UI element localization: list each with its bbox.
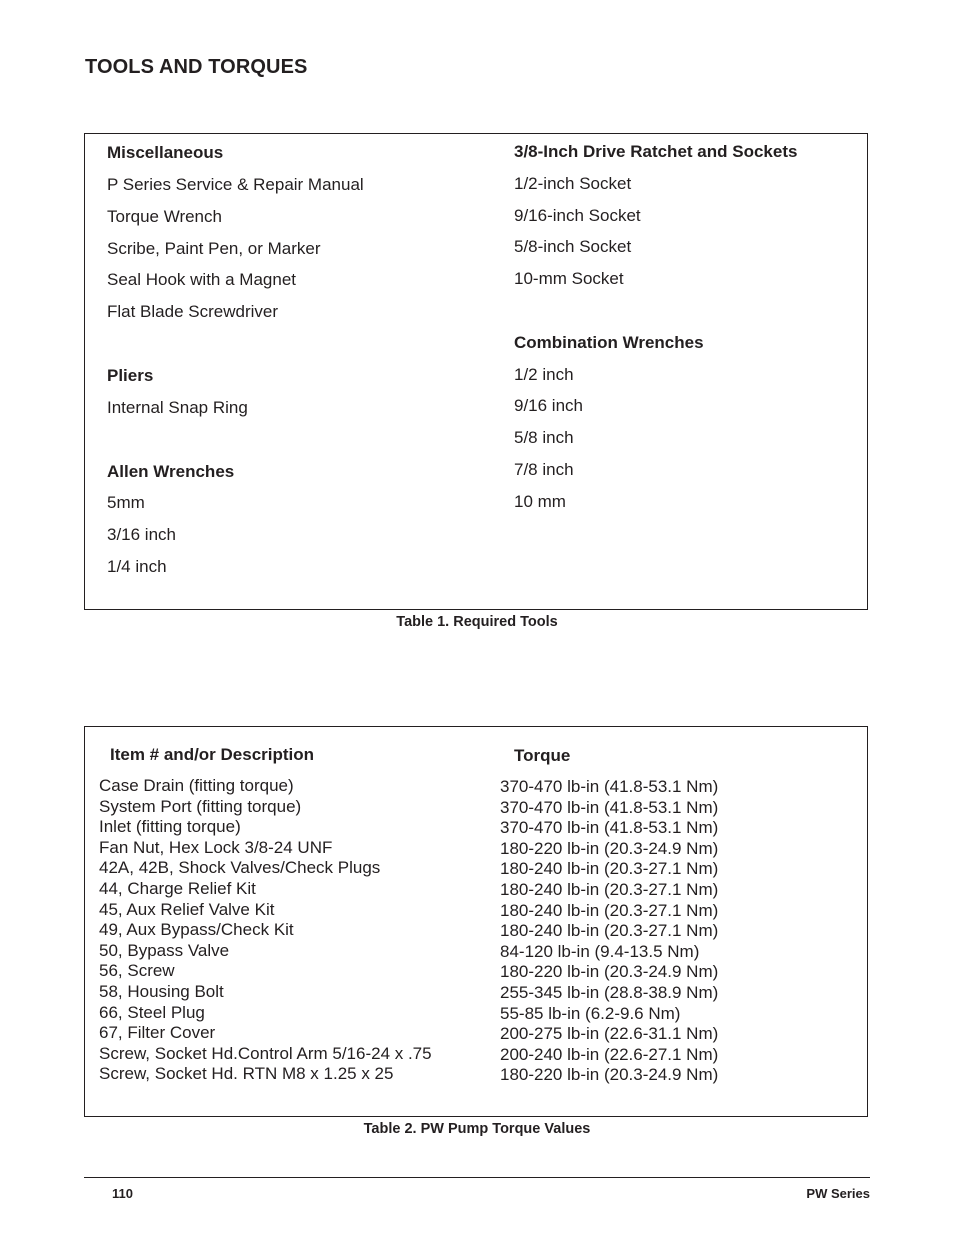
tool-item: Seal Hook with a Magnet [107,270,296,290]
torque-value: 370-470 lb-in (41.8-53.1 Nm) [500,777,719,796]
description-header: Item # and/or Description [110,745,315,764]
torque-item-description: 44, Charge Relief Kit [99,878,256,898]
torque-item-description: 42A, 42B, Shock Valves/Check Plugs [99,858,381,878]
torque-value: 180-240 lb-in (20.3-27.1 Nm) [500,859,719,879]
torque-header: Torque [514,746,571,765]
table1-caption: Table 1. Required Tools [396,614,558,630]
torque-item-description: Screw, Socket Hd.Control Arm 5/16-24 x .75 [99,1043,432,1063]
torque-item-description: Inlet (fitting torque) [99,817,241,837]
tool-item: 1/4 inch [107,557,167,577]
tool-group-heading: Allen Wrenches [107,461,235,481]
required-tools-table [84,133,868,610]
torque-item-description: System Port (fitting torque) [99,796,302,816]
description-column [99,776,432,1085]
tool-group-heading: 3/8-Inch Drive Ratchet and Sockets [514,142,798,161]
torque-item-description: 49, Aux Bypass/Check Kit [99,920,294,940]
series-name: PW Series [806,1186,870,1201]
torque-item-description: Screw, Socket Hd. RTN M8 x 1.25 x 25 [99,1064,394,1084]
torque-item-description: Case Drain (fitting torque) [99,776,294,795]
tool-item: Internal Snap Ring [107,397,248,417]
tool-item: 9/16 inch [514,396,583,416]
torque-item-description: 66, Steel Plug [99,1002,205,1022]
torque-value: 55-85 lb-in (6.2-9.6 Nm) [500,1003,681,1023]
page-title: TOOLS AND TORQUES [85,56,308,78]
torque-value: 370-470 lb-in (41.8-53.1 Nm) [500,797,719,817]
tool-item: Scribe, Paint Pen, or Marker [107,238,321,258]
torque-value: 180-240 lb-in (20.3-27.1 Nm) [500,921,719,941]
tool-item: 10-mm Socket [514,269,624,289]
torque-value: 84-120 lb-in (9.4-13.5 Nm) [500,941,700,961]
page-number: 110 [112,1186,133,1201]
torque-item-description: 56, Screw [99,961,175,981]
torque-value: 200-240 lb-in (22.6-27.1 Nm) [500,1044,719,1064]
tool-item: 5mm [107,493,145,513]
torque-value: 180-220 lb-in (20.3-24.9 Nm) [500,838,719,858]
tool-item: 7/8 inch [514,460,574,479]
tool-item: 5/8 inch [514,428,574,448]
torque-item-description: 58, Housing Bolt [99,981,224,1001]
torque-value: 255-345 lb-in (28.8-38.9 Nm) [500,982,719,1002]
torque-value: 180-240 lb-in (20.3-27.1 Nm) [500,900,719,920]
torque-item-description: Fan Nut, Hex Lock 3/8-24 UNF [99,837,333,857]
tool-item: 10 mm [514,491,566,511]
torque-item-description: 45, Aux Relief Valve Kit [99,899,275,919]
torque-value: 180-220 lb-in (20.3-24.9 Nm) [500,1065,719,1085]
torque-value: 370-470 lb-in (41.8-53.1 Nm) [500,818,719,838]
tool-item: Flat Blade Screwdriver [107,302,279,322]
table2-caption: Table 2. PW Pump Torque Values [363,1121,591,1137]
tool-item: 3/16 inch [107,525,176,545]
torque-value: 200-275 lb-in (22.6-31.1 Nm) [500,1024,719,1044]
tool-item: 5/8-inch Socket [514,237,632,257]
tool-group-heading: Miscellaneous [107,143,224,162]
tool-item: Torque Wrench [107,206,222,226]
tool-item: P Series Service & Repair Manual [107,174,364,194]
torque-values-table [84,726,868,1117]
torque-item-description: 67, Filter Cover [99,1023,216,1043]
torque-item-description: 50, Bypass Valve [99,940,230,960]
tool-group-heading: Pliers [107,365,154,385]
tool-item: 9/16-inch Socket [514,205,641,225]
footer-divider [84,1177,870,1178]
tool-item: 1/2-inch Socket [514,173,632,193]
torque-value: 180-220 lb-in (20.3-24.9 Nm) [500,962,719,982]
torque-column [500,777,718,1086]
tool-item: 1/2 inch [514,364,574,384]
torque-value: 180-240 lb-in (20.3-27.1 Nm) [500,879,719,899]
tool-group-heading: Combination Wrenches [514,332,704,352]
